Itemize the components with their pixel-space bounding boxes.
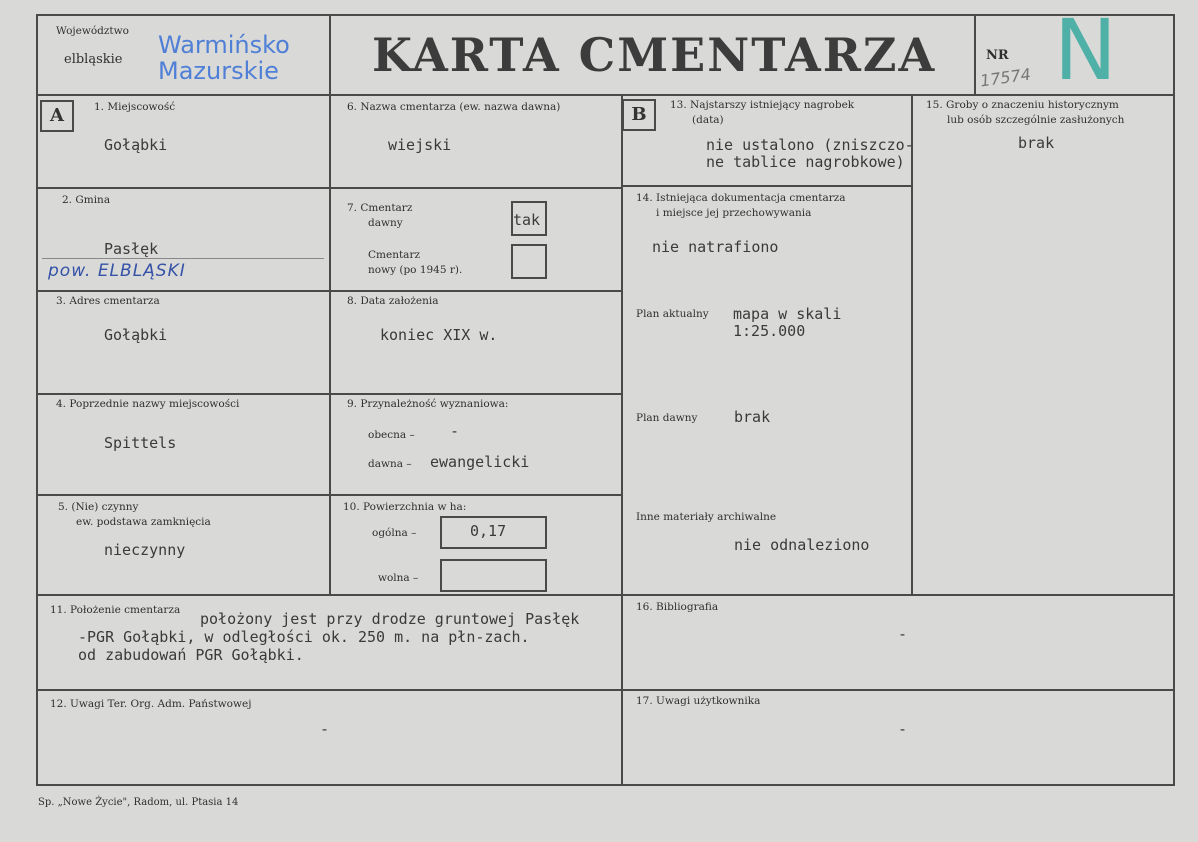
field-9-dawna-value: ewangelicki [430,453,530,471]
field-1-value: Gołąbki [104,136,168,154]
field-15-label-line1: 15. Groby o znaczeniu historycznym [926,99,1119,111]
field-10-wolna-box [440,559,547,592]
nr-letter-stamp: N [1054,1,1117,99]
printer-imprint: Sp. „Nowe Życie", Radom, ul. Ptasia 14 [38,797,239,808]
field-14-value: nie natrafiono [652,238,779,256]
field-17-label: 17. Uwagi użytkownika [636,695,761,707]
section-a-marker: A [40,100,74,132]
field-9-dawna-label: dawna – [368,458,412,470]
plan-aktualny-line2: 1:25.000 [733,322,806,340]
field-14-label-line2: i miejsce jej przechowywania [656,207,812,219]
field-7-nowy-box [511,244,547,279]
field-7-dawny-value: tak [513,211,541,229]
field-13-label-line1: 13. Najstarszy istniejący nagrobek [670,99,855,111]
plan-dawny-value: brak [734,408,771,426]
field-11-line2: -PGR Gołąbki, w odległości ok. 250 m. na płn-zach. [78,628,530,646]
field-7-label-line2: dawny [368,217,403,229]
field-6-value: wiejski [388,136,452,154]
plan-aktualny-line1: mapa w skali [733,305,842,323]
form-title: KARTA CMENTARZA [372,28,937,82]
field-9-obecna-value: - [450,422,460,440]
inne-materialy-value: nie odnaleziono [734,536,870,554]
field-11-line3: od zabudowań PGR Gołąbki. [78,646,304,664]
inne-materialy-label: Inne materiały archiwalne [636,511,777,523]
row-line-a1 [36,187,330,189]
column-divider-2 [621,94,623,786]
field-7-label-line4: nowy (po 1945 r). [368,264,463,276]
field-10-ogolna-value: 0,17 [470,522,507,540]
field-4-value: Spittels [104,434,177,452]
field-2-label: 2. Gmina [62,194,111,206]
field-14-label-line1: 14. Istniejąca dokumentacja cmentarza [636,192,846,204]
field-2-underline [42,258,324,259]
field-10-ogolna-label: ogólna – [372,527,417,539]
field-16-label: 16. Bibliografia [636,601,719,613]
field-2-handwritten: pow. ELBLĄSKI [48,261,186,281]
voivodeship-stamp-line2: Mazurskie [158,57,279,85]
header-bottom-line [36,94,1175,96]
field-11-line1: położony jest przy drodze gruntowej Pasłęk [200,610,580,628]
field-12-label: 12. Uwagi Ter. Org. Adm. Państwowej [50,698,252,710]
field-10-label: 10. Powierzchnia w ha: [343,501,467,513]
field-13-value-line1: nie ustalono (zniszczo- [706,136,914,154]
field-11-label: 11. Położenie cmentarza [50,604,181,616]
field-5-value: nieczynny [104,541,186,559]
field-16-value: - [898,625,908,643]
nr-label: NR [986,48,1009,63]
field-8-label: 8. Data założenia [347,295,439,307]
elblaskie-label: elbląskie [64,52,123,67]
field-5-label-line1: 5. (Nie) czynny [58,501,139,513]
field-4-label: 4. Poprzednie nazwy miejscowości [56,398,240,410]
header-divider-right [974,14,976,95]
row-line-a3 [36,393,330,395]
field-7-label-line1: 7. Cmentarz [347,202,413,214]
field-5-label-line2: ew. podstawa zamknięcia [76,516,211,528]
header-divider-left [329,14,331,95]
row-line-full-2 [36,689,1175,691]
nr-handwritten-number: 17574 [978,64,1032,91]
field-10-wolna-label: wolna – [378,572,419,584]
field-7-label-line3: Cmentarz [368,249,420,261]
field-17-value: - [898,720,908,738]
row-line-b4 [329,494,622,496]
column-divider-3 [911,94,913,594]
field-9-obecna-label: obecna – [368,429,415,441]
row-line-a2 [36,290,330,292]
row-line-c1 [621,185,912,187]
row-line-b1 [329,187,622,189]
section-b-marker: B [622,99,656,131]
field-13-label-line2: (data) [692,114,724,126]
field-15-value: brak [1018,134,1055,152]
plan-dawny-label: Plan dawny [636,412,698,424]
row-line-a4 [36,494,330,496]
field-2-value: Pasłęk [104,240,159,258]
row-line-b3 [329,393,622,395]
field-9-label: 9. Przynależność wyznaniowa: [347,398,509,410]
voivodeship-stamp-line1: Warmińsko [158,31,290,59]
field-15-label-line2: lub osób szczególnie zasłużonych [947,114,1125,126]
field-3-value: Gołąbki [104,326,168,344]
row-line-b2 [329,290,622,292]
field-1-label: 1. Miejscowość [94,101,176,113]
plan-aktualny-label: Plan aktualny [636,308,709,320]
field-3-label: 3. Adres cmentarza [56,295,160,307]
wojewodztwo-label: Województwo [56,25,129,37]
row-line-full-1 [36,594,1175,596]
field-6-label: 6. Nazwa cmentarza (ew. nazwa dawna) [347,101,561,113]
column-divider-1 [329,94,331,594]
field-13-value-line2: ne tablice nagrobkowe) [706,153,905,171]
field-8-value: koniec XIX w. [380,326,498,344]
field-12-value: - [320,720,330,738]
